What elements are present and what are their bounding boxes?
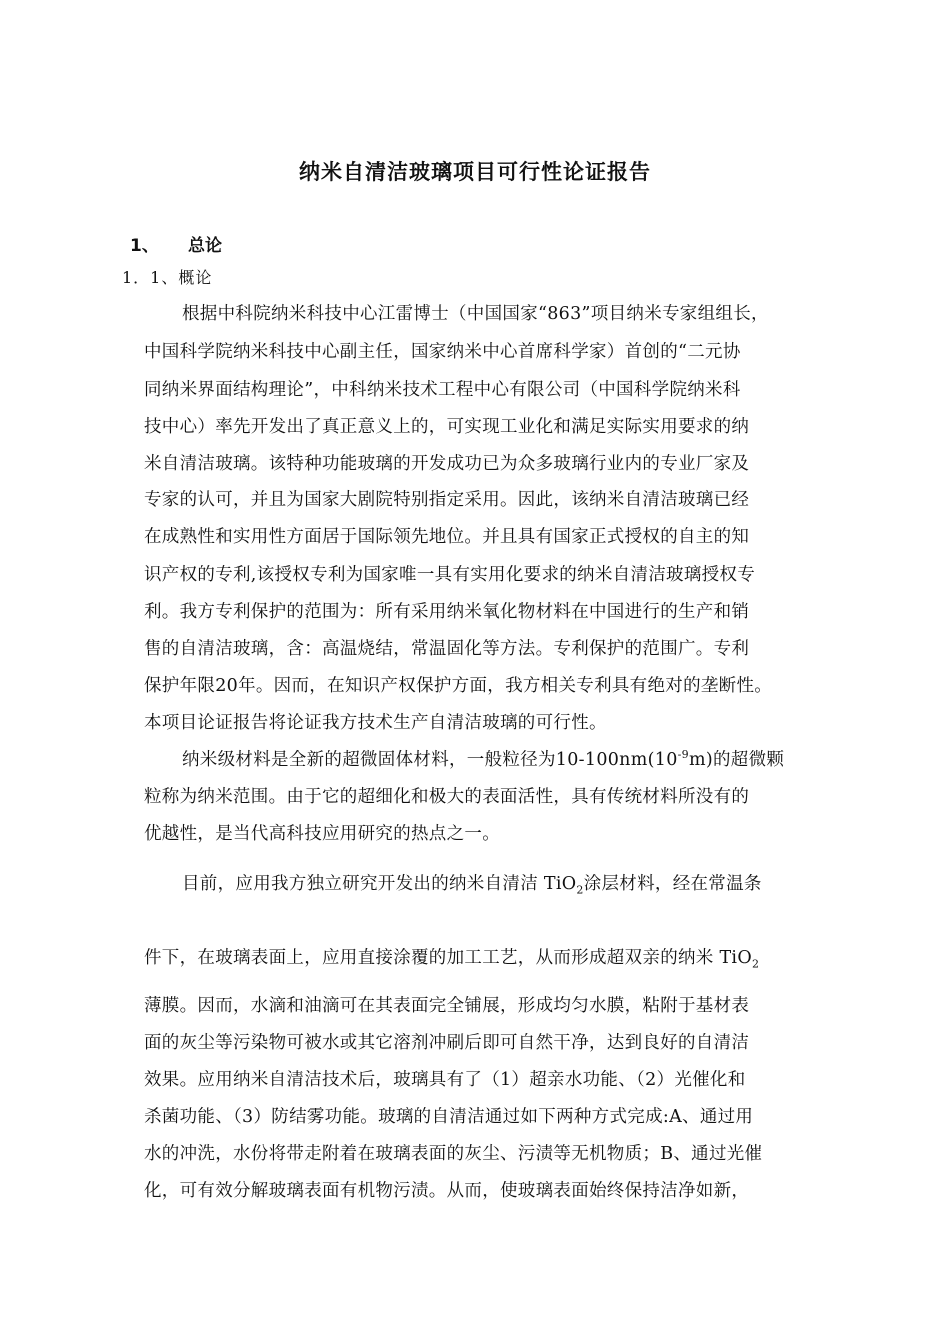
paragraph-line: 化，可有效分解玻璃表面有机物污渍。从而，使玻璃表面始终保持洁净如新，	[144, 1181, 750, 1201]
paragraph-line: 利。我方专利保护的范围为：所有采用纳米氧化物材料在中国进行的生产和销	[144, 602, 750, 622]
paragraph-line: 粒称为纳米范围。由于它的超细化和极大的表面活性，具有传统材料所没有的	[144, 787, 750, 807]
paragraph-line	[182, 746, 784, 771]
paragraph-line: 根据中科院纳米科技中心江雷博士（中国国家“863”项目纳米专家组组长，	[182, 304, 769, 324]
subscript: 2	[576, 883, 584, 897]
paragraph-line: 薄膜。因而，水滴和油滴可在其表面完全铺展，形成均匀水膜，粘附于基材表	[144, 996, 750, 1016]
paragraph-line	[144, 944, 759, 971]
paragraph-line: 米自清洁玻璃。该特种功能玻璃的开发成功已为众多玻璃行业内的专业厂家及	[144, 454, 750, 474]
text-run: m)的超微颗	[688, 750, 785, 770]
text-run: 纳米级材料是全新的超微固体材料，一般粒径为10-100nm(10	[182, 750, 678, 770]
text-run: 目前，应用我方独立研究开发出的纳米自清洁 TiO	[182, 874, 577, 894]
paragraph-line: 技中心）率先开发出了真正意义上的，可实现工业化和满足实际实用要求的纳	[144, 417, 750, 437]
section-heading	[130, 231, 222, 256]
paragraph-line: 保护年限20年。因而，在知识产权保护方面，我方相关专利具有绝对的垄断性。	[144, 676, 773, 696]
paragraph-line: 杀菌功能、（3）防结雾功能。玻璃的自清洁通过如下两种方式完成:A、通过用	[144, 1107, 754, 1127]
text-run: 件下，在玻璃表面上，应用直接涂覆的加工工艺，从而形成超双亲的纳米 TiO	[144, 948, 752, 968]
paragraph-line	[182, 870, 762, 897]
paragraph-line: 售的自清洁玻璃，含：高温烧结，常温固化等方法。专利保护的范围广。专利	[144, 639, 750, 659]
section-title: 总论	[188, 236, 222, 256]
paragraph-line: 水的冲洗，水份将带走附着在玻璃表面的灰尘、污渍等无机物质；B、通过光催	[144, 1144, 763, 1164]
section-number: 1、	[130, 236, 159, 256]
paragraph-line: 识产权的专利,该授权专利为国家唯一具有实用化要求的纳米自清洁玻璃授权专	[144, 565, 756, 585]
paragraph-line: 面的灰尘等污染物可被水或其它溶剂冲刷后即可自然干净，达到良好的自清洁	[144, 1033, 750, 1053]
paragraph-line: 优越性，是当代高科技应用研究的热点之一。	[144, 824, 500, 844]
page-title: 纳米自清洁玻璃项目可行性论证报告	[299, 160, 651, 184]
paragraph-line: 效果。应用纳米自清洁技术后，玻璃具有了（1）超亲水功能、（2）光催化和	[144, 1070, 746, 1090]
subsection-heading: 1．1、概论	[122, 268, 213, 287]
subscript: 2	[751, 957, 760, 971]
superscript: -9	[677, 748, 689, 762]
paragraph-line: 同纳米界面结构理论”，中科纳米技术工程中心有限公司（中国科学院纳米科	[144, 380, 741, 400]
paragraph-line: 中国科学院纳米科技中心副主任，国家纳米中心首席科学家）首创的“二元协	[144, 342, 741, 362]
paragraph-line: 本项目论证报告将论证我方技术生产自清洁玻璃的可行性。	[144, 713, 607, 733]
paragraph-line: 在成熟性和实用性方面居于国际领先地位。并且具有国家正式授权的自主的知	[144, 527, 750, 547]
text-run: 涂层材料，经在常温条	[583, 874, 762, 894]
paragraph-line: 专家的认可，并且为国家大剧院特别指定采用。因此，该纳米自清洁玻璃已经	[144, 490, 750, 510]
